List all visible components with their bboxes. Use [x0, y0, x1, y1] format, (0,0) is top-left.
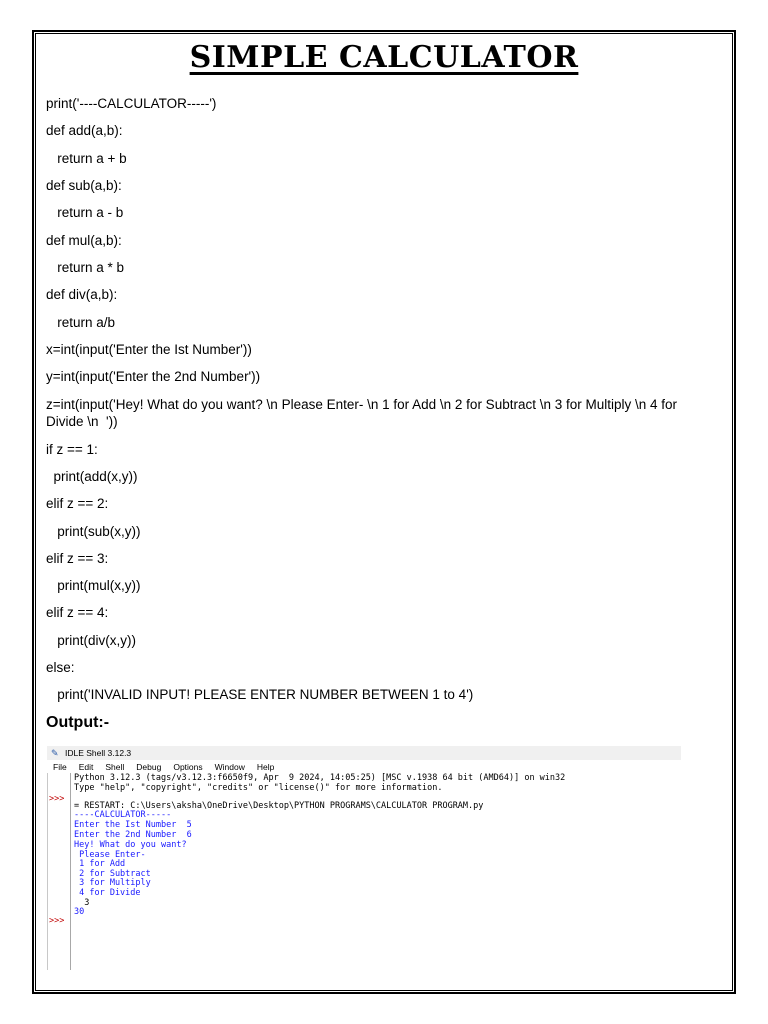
idle-titlebar [47, 746, 681, 760]
shell-output-line: 4 for Divide [74, 888, 141, 898]
menu-shell[interactable]: Shell [105, 762, 125, 772]
code-line: if z == 1: [46, 442, 98, 457]
python-feather-icon: ✎ [51, 748, 59, 758]
code-line: def div(a,b): [46, 287, 118, 302]
menu-options[interactable]: Options [173, 762, 203, 772]
document-title: SIMPLE CALCULATOR [189, 40, 579, 75]
banner-line: Type "help", "copyright", "credits" or "license()" for more information. [74, 783, 443, 793]
code-line: return a + b [46, 151, 127, 166]
shell-output-line: Enter the 2nd Number 6 [74, 830, 192, 840]
menu-edit[interactable]: Edit [78, 762, 94, 772]
code-line: print(div(x,y)) [46, 633, 137, 648]
shell-output-line: 2 for Subtract [74, 869, 151, 879]
code-line: x=int(input('Enter the Ist Number')) [46, 342, 252, 357]
code-line: z=int(input('Hey! What do you want? \n Please Enter- \n 1 for Add \n 2 for Subtract \n 3 for Multiply \n 4 for Divide \n ')) [46, 397, 681, 429]
shell-output-line: Enter the Ist Number 5 [74, 820, 192, 830]
shell-output-line: Please Enter- [74, 850, 146, 860]
code-line: print('----CALCULATOR-----') [46, 96, 217, 111]
shell-gutter-divider [70, 773, 71, 970]
code-line: elif z == 4: [46, 605, 109, 620]
code-line: def mul(a,b): [46, 233, 122, 248]
code-line: return a * b [46, 260, 125, 275]
menu-debug[interactable]: Debug [136, 762, 162, 772]
banner-line: Python 3.12.3 (tags/v3.12.3:f6650f9, Apr 9 2024, 14:05:25) [MSC v.1938 64 bit (AMD64)] on win32 [74, 773, 566, 783]
code-line: return a/b [46, 315, 116, 330]
restart-line: = RESTART: C:\Users\aksha\OneDrive\Desktop\PYTHON PROGRAMS\CALCULATOR PROGRAM.py [74, 801, 484, 811]
shell-output-line: ----CALCULATOR----- [74, 810, 172, 820]
idle-window-title: IDLE Shell 3.12.3 [65, 748, 132, 758]
menu-window[interactable]: Window [214, 762, 245, 772]
code-line: print(mul(x,y)) [46, 578, 141, 593]
shell-output-line: Hey! What do you want? [74, 840, 187, 850]
shell-output-line: 30 [74, 907, 85, 917]
shell-input-line: 3 [74, 898, 90, 908]
menu-help[interactable]: Help [256, 762, 275, 772]
code-line: print(sub(x,y)) [46, 524, 141, 539]
code-line: y=int(input('Enter the 2nd Number')) [46, 369, 261, 384]
code-line: def add(a,b): [46, 123, 123, 138]
shell-output-line: 1 for Add [74, 859, 126, 869]
shell-output-line: 3 for Multiply [74, 878, 151, 888]
shell-prompt: >>> [49, 794, 65, 804]
code-line: print(add(x,y)) [46, 469, 138, 484]
shell-prompt[interactable]: >>> [49, 916, 65, 926]
code-line: print('INVALID INPUT! PLEASE ENTER NUMBER BETWEEN 1 to 4') [46, 687, 474, 702]
code-line: def sub(a,b): [46, 178, 122, 193]
menu-file[interactable]: File [53, 762, 67, 772]
output-heading: Output:- [46, 714, 110, 731]
idle-shell-screenshot [47, 746, 681, 970]
code-line: else: [46, 660, 75, 675]
code-line: elif z == 3: [46, 551, 109, 566]
idle-menubar [47, 761, 280, 773]
code-line: return a - b [46, 205, 124, 220]
shell-left-edge [47, 773, 48, 970]
code-line: elif z == 2: [46, 496, 109, 511]
